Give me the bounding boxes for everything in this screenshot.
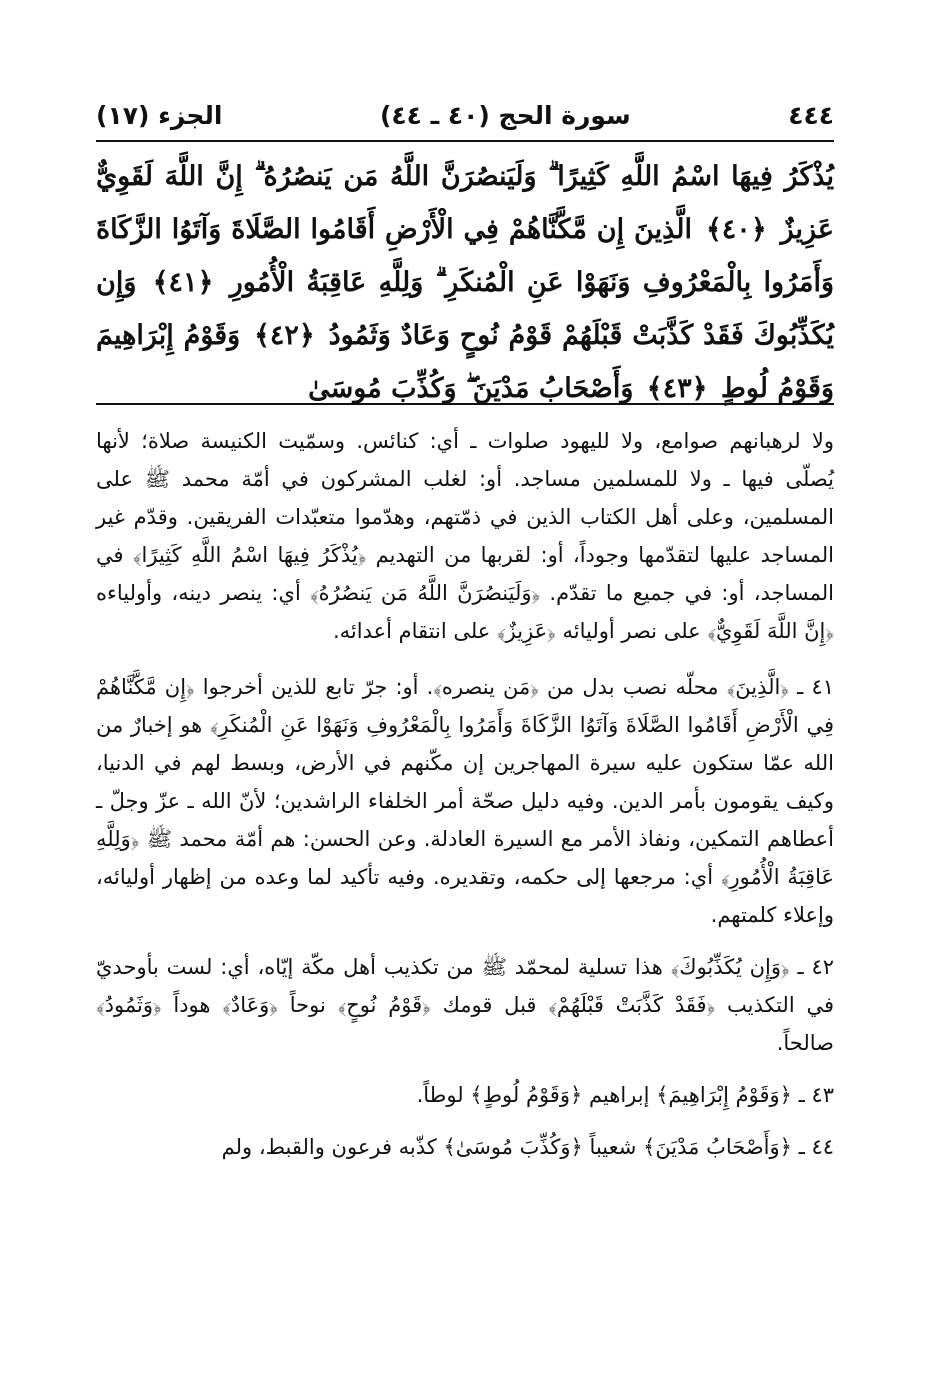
section-divider bbox=[96, 403, 834, 405]
verse-end-marker: ﴿٤٢﴾ bbox=[254, 320, 315, 351]
verse-text: وَقَوْمُ إِبْرَاهِيمَ وَقَوْمُ لُوطٍ bbox=[96, 320, 834, 404]
verse-text: وَأَصْحَابُ مَدْيَنَ ۖ وَكُذِّبَ مُوسَىٰ bbox=[308, 373, 634, 404]
page-header bbox=[96, 94, 834, 136]
juz-label: الجزء (١٧) bbox=[96, 100, 223, 130]
surah-title: سورة الحج (٤٠ ـ ٤٤) bbox=[379, 100, 631, 130]
verse-end-marker: ﴿٤٣﴾ bbox=[646, 373, 708, 404]
verse-text: يُذْكَرُ فِيهَا اسْمُ اللَّهِ كَثِيرًا ۗ وَلَيَنصُرَنَّ اللَّهُ مَن يَنصُرُهُ ۗ إِنَّ اللَّهَ لَقَوِيٌّ عَزِيزٌ bbox=[96, 161, 834, 245]
commentary-paragraph: ٤٢ ـ ﴿وَإِن يُكَذِّبُوكَ﴾ هذا تسلية لمحمّد ﷺ من تكذيب أهل مكّة إيّاه، أي: لست بأوحديّ في التكذيب ﴿فَقَدْ كَذَّبَتْ قَبْلَهُمْ﴾ قبل قومك ﴿قَوْمُ نُوحٍ﴾ نوحاً ﴿وَعَادٌ﴾ هوداً ﴿وَثَمُودُ﴾ صالحاً. bbox=[96, 955, 834, 1055]
commentary-body bbox=[96, 422, 834, 1180]
header-divider bbox=[96, 140, 834, 142]
commentary-paragraph: ٤٣ ـ ﴿وَقَوْمُ إِبْرَاهِيمَ﴾ إبراهيم ﴿وَقَوْمُ لُوطٍ﴾ لوطاً. bbox=[416, 1083, 834, 1107]
page-number: ٤٤٤ bbox=[788, 100, 834, 130]
verse-text: الَّذِينَ إِن مَّكَّنَّاهُمْ فِي الْأَرْضِ أَقَامُوا الصَّلَاةَ وَآتَوُا الزَّكَاةَ وَأَمَرُوا بِالْمَعْرُوفِ وَنَهَوْا عَنِ الْمُنكَرِ ۗ وَلِلَّهِ عَاقِبَةُ الْأُمُورِ bbox=[96, 214, 835, 298]
verse-end-marker: ﴿٤٠﴾ bbox=[705, 214, 767, 245]
verse-text: وَإِن يُكَذِّبُوكَ فَقَدْ كَذَّبَتْ قَبْلَهُمْ قَوْمُ نُوحٍ وَعَادٌ وَثَمُودُ bbox=[96, 267, 834, 351]
commentary-paragraph: ٤٤ ـ ﴿وَأَصْحَابُ مَدْيَنَ﴾ شعيباً ﴿وَكُذِّبَ مُوسَىٰ﴾ كذّبه فرعون والقبط، ولم bbox=[221, 1135, 834, 1159]
quran-verses bbox=[96, 150, 834, 415]
commentary-paragraph: ٤١ ـ ﴿الَّذِينَ﴾ محلّه نصب بدل من ﴿مَن ينصره﴾. أو: جرّ تابع للذين أخرجوا ﴿إِن مَّكَّنَّاهُمْ فِي الْأَرْضِ أَقَامُوا الصَّلَاةَ وَآتَوُا الزَّكَاةَ وَأَمَرُوا بِالْمَعْرُوفِ وَنَهَوْا عَنِ الْمُنكَرِ﴾ هو إخبارٌ من الله عمّا ستكون عليه سيرة المهاجرين إن مكّنهم في الأرض، وبسط لهم في الدنيا، وكيف يقومون بأمر الدين. وفيه دليل صحّة أمر الخلفاء الراشدين؛ لأنّ الله ـ عزّ وجلّ ـ أعطاهم التمكين، ونفاذ الأمر مع السيرة العادلة. وعن الحسن: هم أمّة محمد ﷺ ﴿وَلِلَّهِ عَاقِبَةُ الْأُمُورِ﴾ أي: مرجعها إلى حكمه، وتقديره. وفيه تأكيد لما وعده من إظهار أوليائه، وإعلاء كلمتهم. bbox=[96, 675, 834, 927]
commentary-paragraph: ولا لرهبانهم صوامع، ولا لليهود صلوات ـ أي: كنائس. وسمّيت الكنيسة صلاة؛ لأنها يُصلّى فيها ـ ولا للمسلمين مساجد. أو: لغلب المشركون في أمّة محمد ﷺ على المسلمين، وعلى أهل الكتاب الذين في ذمّتهم، وهدّموا متعبّدات الفريقين. وقدّم غير المساجد عليها لتقدّمها وجوداً، أو: لقربها من التهديم ﴿يُذْكَرُ فِيهَا اسْمُ اللَّهِ كَثِيرًا﴾ في المساجد، أو: في جميع ما تقدّم. ﴿وَلَيَنصُرَنَّ اللَّهُ مَن يَنصُرُهُ﴾ أي: ينصر دينه، وأولياءه ﴿إِنَّ اللَّهَ لَقَوِيٌّ﴾ على نصر أوليائه ﴿عَزِيزٌ﴾ على انتقام أعدائه. bbox=[96, 429, 834, 643]
verse-end-marker: ﴿٤١﴾ bbox=[152, 267, 214, 298]
